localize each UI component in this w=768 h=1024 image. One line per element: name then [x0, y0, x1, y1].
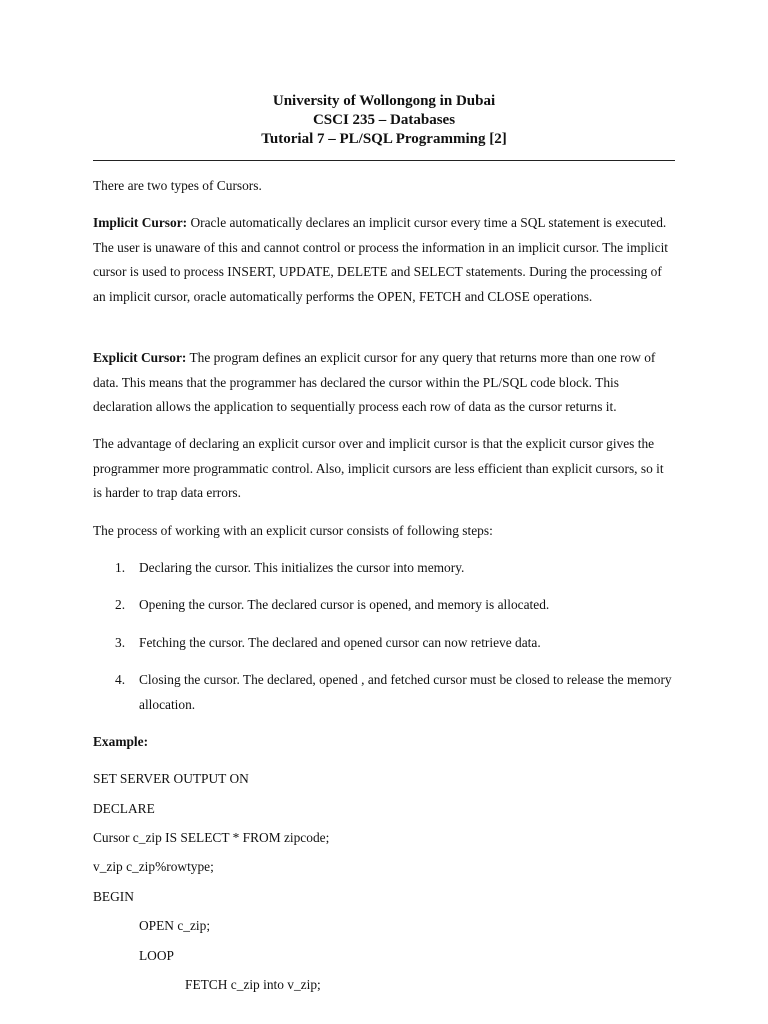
advantage-paragraph: The advantage of declaring an explicit cursor over and implicit cursor is that the explicit cursor gives the programmer more programmatic control. Also, implicit cursors are less efficient than explicit cursors, so it is harder to trap data errors. — [93, 436, 664, 501]
list-item-number: 3. — [115, 635, 126, 650]
list-item-text: Opening the cursor. The declared cursor is opened, and memory is allocated. — [139, 597, 550, 612]
intro-paragraph: There are two types of Cursors. — [93, 178, 262, 193]
code-line: v_zip c_zip%rowtype; — [93, 859, 214, 874]
explicit-cursor-label: Explicit Cursor: — [93, 350, 187, 365]
implicit-cursor-paragraph — [93, 211, 673, 309]
course-title: CSCI 235 – Databases — [312, 112, 456, 128]
code-line: OPEN c_zip; — [139, 918, 211, 933]
list-item-number: 2. — [115, 597, 126, 612]
explicit-cursor-paragraph — [93, 346, 673, 420]
list-item-number: 1. — [115, 560, 126, 575]
code-line: DECLARE — [93, 801, 155, 816]
document-header — [0, 92, 768, 149]
university-name: University of Wollongong in Dubai — [272, 93, 496, 109]
list-item-text: Declaring the cursor. This initializes the cursor into memory. — [139, 560, 465, 575]
code-line: LOOP — [139, 948, 174, 963]
explicit-cursor-text: The program defines an explicit cursor for any query that returns more than one row of data. This means that the programmer has declared the cursor within the PL/SQL code block. This declaration allows the application to sequentially process each row of data as the cursor returns it. — [93, 350, 656, 415]
list-item-text: Fetching the cursor. The declared and opened cursor can now retrieve data. — [139, 635, 541, 650]
header-divider — [93, 160, 675, 161]
example-label: Example: — [93, 734, 149, 749]
tutorial-title: Tutorial 7 – PL/SQL Programming [2] — [261, 131, 507, 147]
code-line: SET SERVER OUTPUT ON — [93, 771, 249, 786]
list-item-number: 4. — [115, 672, 126, 687]
code-line: Cursor c_zip IS SELECT * FROM zipcode; — [93, 830, 330, 845]
code-line: FETCH c_zip into v_zip; — [185, 977, 321, 992]
code-line: BEGIN — [93, 889, 134, 904]
list-item-text: Closing the cursor. The declared, opened , and fetched cursor must be closed to release the memory allocation. — [139, 672, 672, 712]
implicit-cursor-text: Oracle automatically declares an implicit cursor every time a SQL statement is executed. The user is unaware of this and cannot control or process the information in an implicit cursor. The implicit cursor is used to process INSERT, UPDATE, DELETE and SELECT statements. During the processing of an implicit cursor, oracle automatically performs the OPEN, FETCH and CLOSE operations. — [93, 215, 669, 304]
process-intro-paragraph: The process of working with an explicit cursor consists of following steps: — [93, 523, 493, 538]
implicit-cursor-label: Implicit Cursor: — [93, 215, 188, 230]
